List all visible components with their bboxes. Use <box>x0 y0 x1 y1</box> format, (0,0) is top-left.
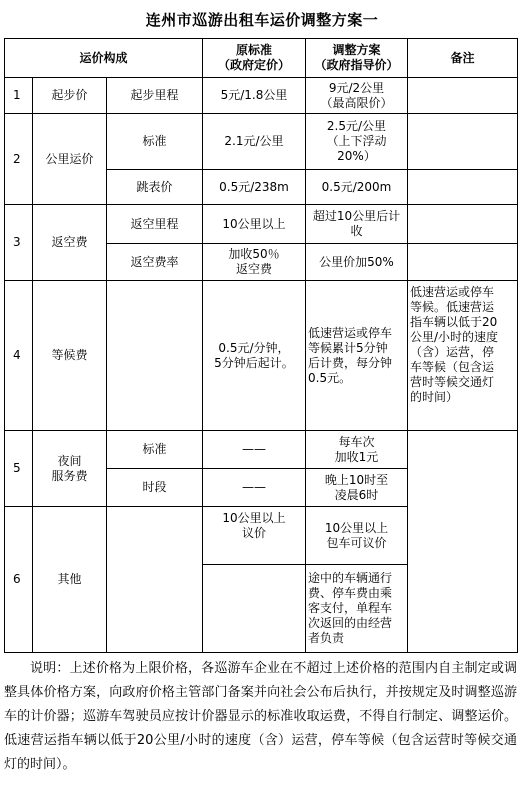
note-paragraph <box>4 657 517 777</box>
row-item: 起步里程 <box>107 78 203 114</box>
row-adjusted: 2.5元/公里 （上下浮动 20%） <box>306 114 408 170</box>
row-remarks <box>408 78 518 114</box>
row-category: 其他 <box>33 507 107 653</box>
row-adjusted: 晚上10时至 凌晨6时 <box>306 469 408 507</box>
row-original <box>203 565 306 653</box>
row-category: 公里运价 <box>33 114 107 205</box>
row-adjusted: 低速营运或停车 等候累计5分钟 后计费，每分钟 0.5元。 <box>306 281 408 431</box>
table-row <box>5 205 518 244</box>
table-row <box>5 431 518 469</box>
row-number: 1 <box>5 78 33 114</box>
row-adjusted: 途中的车辆通行 费、停车费由乘 客支付，单程车 次返回的由经营 者负责 <box>306 565 408 653</box>
fare-table <box>4 38 518 653</box>
row-original: 5元/1.8公里 <box>203 78 306 114</box>
table-row <box>5 281 518 431</box>
row-category: 夜间 服务费 <box>33 431 107 507</box>
row-category: 返空费 <box>33 205 107 281</box>
row-remarks <box>408 170 518 205</box>
row-adjusted: 超过10公里后计 收 <box>306 205 408 244</box>
row-original: —— <box>203 469 306 507</box>
header-row <box>5 39 518 78</box>
row-adjusted: 10公里以上 包车可议价 <box>306 507 408 565</box>
row-remarks <box>408 431 518 653</box>
row-item <box>107 507 203 653</box>
table-row <box>5 78 518 114</box>
row-number: 2 <box>5 114 33 205</box>
note-text: 说明：上述价格为上限价格，各巡游车企业在不超过上述价格的范围内自主制定或调整具体价格方案，向政府价格主管部门备案并向社会公布后执行，并按规定及时调整巡游车的计价器；巡游车驾驶员应按计价器显示的标准收取运费，不得自行制定、调整运价。低速营运指车辆以低于20公里/小时的速度（含）运营，停车等候（包含运营时等候交通灯的时间）。 <box>4 661 517 772</box>
row-remarks <box>408 114 518 170</box>
table-row <box>5 114 518 170</box>
row-number: 3 <box>5 205 33 281</box>
row-item: 标准 <box>107 431 203 469</box>
row-number: 6 <box>5 507 33 653</box>
row-adjusted: 0.5元/200m <box>306 170 408 205</box>
row-adjusted: 每车次 加收1元 <box>306 431 408 469</box>
row-original: —— <box>203 431 306 469</box>
header-remarks: 备注 <box>408 39 518 78</box>
row-adjusted: 公里价加50% <box>306 244 408 281</box>
page-title: 连州市巡游出租车运价调整方案一 <box>145 11 379 29</box>
row-item: 返空里程 <box>107 205 203 244</box>
row-original: 加收50％ 返空费 <box>203 244 306 281</box>
row-original: 0.5元/分钟， 5分钟后起计。 <box>203 281 306 431</box>
row-original: 2.1元/公里 <box>203 114 306 170</box>
row-item: 跳表价 <box>107 170 203 205</box>
row-category: 等候费 <box>33 281 107 431</box>
row-remarks <box>408 244 518 281</box>
row-item <box>107 281 203 431</box>
row-adjusted: 9元/2公里 （最高限价） <box>306 78 408 114</box>
row-remarks: 低速营运或停车 等候。低速营运 指车辆以低于20 公里/小时的速度 （含）运营，停 车等候（包含运 营时等候交通灯 的时间） <box>408 281 518 431</box>
row-category: 起步价 <box>33 78 107 114</box>
row-remarks <box>408 205 518 244</box>
header-original: 原标准 （政府定价） <box>203 39 306 78</box>
row-item: 标准 <box>107 114 203 170</box>
row-original: 0.5元/238m <box>203 170 306 205</box>
row-original: 10公里以上 议价 <box>203 507 306 565</box>
row-item: 时段 <box>107 469 203 507</box>
row-number: 4 <box>5 281 33 431</box>
header-composition: 运价构成 <box>5 39 203 78</box>
row-original: 10公里以上 <box>203 205 306 244</box>
row-number: 5 <box>5 431 33 507</box>
row-item: 返空费率 <box>107 244 203 281</box>
header-adjusted: 调整方案 （政府指导价） <box>306 39 408 78</box>
